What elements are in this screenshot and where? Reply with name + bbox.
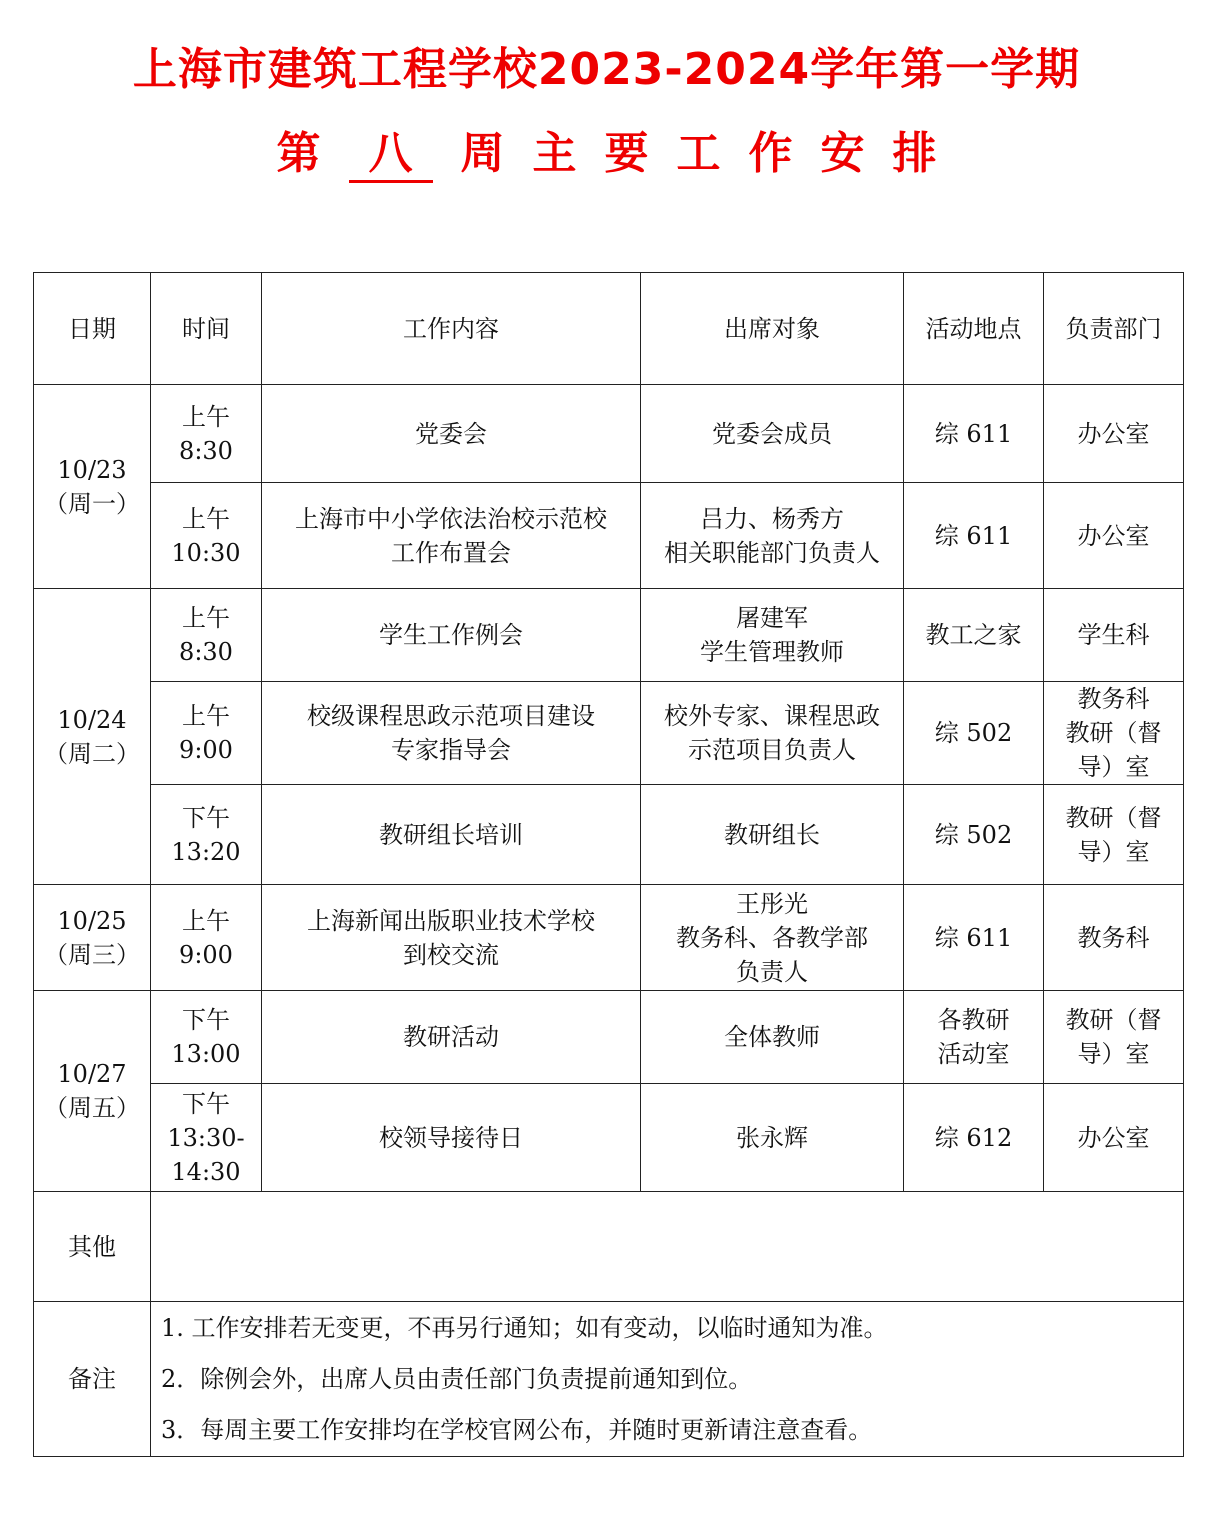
location-cell: 教工之家 <box>904 589 1044 682</box>
location-cell: 综 502 <box>904 785 1044 885</box>
dept-cell: 教研（督 导）室 <box>1044 991 1184 1084</box>
other-label: 其他 <box>34 1192 151 1302</box>
time-cell: 上午 9:00 <box>151 885 262 991</box>
attendees-cell: 张永辉 <box>641 1084 904 1192</box>
time-cell: 下午 13:30- 14:30 <box>151 1084 262 1192</box>
note-item: 2．除例会外，出席人员由责任部门负责提前通知到位。 <box>161 1364 753 1393</box>
time-cell: 上午 9:00 <box>151 682 262 785</box>
table-row <box>34 885 1184 991</box>
schedule-table <box>33 272 1184 1457</box>
table-row <box>34 785 1184 885</box>
location-cell: 综 611 <box>904 385 1044 483</box>
header-row <box>34 273 1184 385</box>
dept-cell: 学生科 <box>1044 589 1184 682</box>
dept-cell: 教务科 教研（督 导）室 <box>1044 682 1184 785</box>
attendees-cell: 屠建军 学生管理教师 <box>641 589 904 682</box>
document-title: 上海市建筑工程学校2023-2024学年第一学期 <box>132 44 1081 95</box>
location-cell: 综 611 <box>904 885 1044 991</box>
header-dept: 负责部门 <box>1044 273 1184 385</box>
table-row <box>34 1084 1184 1192</box>
content-cell: 上海市中小学依法治校示范校 工作布置会 <box>262 483 641 589</box>
attendees-cell: 党委会成员 <box>641 385 904 483</box>
table-row <box>34 483 1184 589</box>
document-subtitle <box>0 124 1213 184</box>
other-value <box>151 1192 1184 1302</box>
note-item: 1. 工作安排若无变更，不再另行通知；如有变动，以临时通知为准。 <box>161 1313 888 1342</box>
content-cell: 校级课程思政示范项目建设 专家指导会 <box>262 682 641 785</box>
date-cell: 10/24 （周二） <box>34 589 151 885</box>
table-row <box>34 385 1184 483</box>
dept-cell: 办公室 <box>1044 385 1184 483</box>
attendees-cell: 王彤光 教务科、各教学部 负责人 <box>641 885 904 991</box>
header-time: 时间 <box>151 273 262 385</box>
table-row <box>34 991 1184 1084</box>
date-cell: 10/27 （周五） <box>34 991 151 1192</box>
content-cell: 党委会 <box>262 385 641 483</box>
attendees-cell: 教研组长 <box>641 785 904 885</box>
header-content: 工作内容 <box>262 273 641 385</box>
dept-cell: 办公室 <box>1044 483 1184 589</box>
time-cell: 下午 13:00 <box>151 991 262 1084</box>
content-cell: 教研组长培训 <box>262 785 641 885</box>
date-cell: 10/23 （周一） <box>34 385 151 589</box>
attendees-cell: 校外专家、课程思政 示范项目负责人 <box>641 682 904 785</box>
content-cell: 上海新闻出版职业技术学校 到校交流 <box>262 885 641 991</box>
header-date: 日期 <box>34 273 151 385</box>
attendees-cell: 全体教师 <box>641 991 904 1084</box>
content-cell: 学生工作例会 <box>262 589 641 682</box>
subtitle-char: 要 <box>604 128 649 179</box>
location-cell: 综 502 <box>904 682 1044 785</box>
subtitle-prefix: 第 <box>276 128 321 179</box>
date-cell: 10/25 （周三） <box>34 885 151 991</box>
time-cell: 下午 13:20 <box>151 785 262 885</box>
location-cell: 综 612 <box>904 1084 1044 1192</box>
header-attendees: 出席对象 <box>641 273 904 385</box>
note-item: 3．每周主要工作安排均在学校官网公布，并随时更新请注意查看。 <box>161 1415 873 1444</box>
subtitle-char: 主 <box>532 128 577 179</box>
subtitle-char: 排 <box>892 128 937 179</box>
attendees-cell: 吕力、杨秀方 相关职能部门负责人 <box>641 483 904 589</box>
content-cell: 校领导接待日 <box>262 1084 641 1192</box>
dept-cell: 教务科 <box>1044 885 1184 991</box>
subtitle-char: 周 <box>460 128 505 179</box>
time-cell: 上午 10:30 <box>151 483 262 589</box>
other-row <box>34 1192 1184 1302</box>
subtitle-char: 工 <box>676 128 721 179</box>
notes-row <box>34 1302 1184 1457</box>
table-row <box>34 589 1184 682</box>
location-cell: 各教研 活动室 <box>904 991 1044 1084</box>
notes-content <box>151 1302 1184 1457</box>
dept-cell: 办公室 <box>1044 1084 1184 1192</box>
time-cell: 上午 8:30 <box>151 589 262 682</box>
dept-cell: 教研（督 导）室 <box>1044 785 1184 885</box>
time-cell: 上午 8:30 <box>151 385 262 483</box>
subtitle-char: 作 <box>748 128 793 179</box>
table-row <box>34 682 1184 785</box>
subtitle-char: 安 <box>820 128 865 179</box>
header-location: 活动地点 <box>904 273 1044 385</box>
location-cell: 综 611 <box>904 483 1044 589</box>
subtitle-week-number: 八 <box>349 128 433 183</box>
notes-label: 备注 <box>34 1302 151 1457</box>
content-cell: 教研活动 <box>262 991 641 1084</box>
